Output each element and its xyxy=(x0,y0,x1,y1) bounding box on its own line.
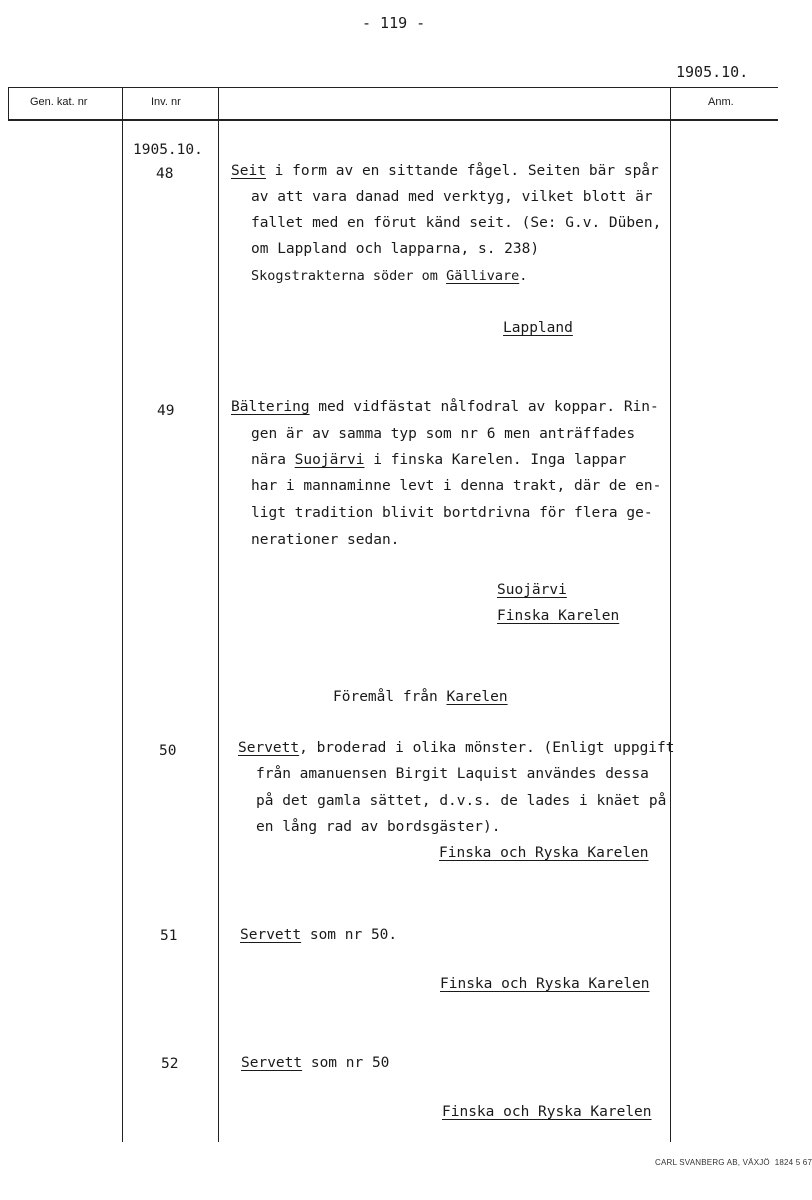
col-divider-2 xyxy=(218,87,219,1142)
col-header-inv-nr: Inv. nr xyxy=(151,96,181,108)
entry-48-line-1-text: i form av en sittande fågel. Seiten bär spår xyxy=(265,163,659,179)
printer-footer: CARL SVANBERG AB, VÄXJÖ 1824 5 67 xyxy=(655,1158,812,1167)
entry-50-line-2: från amanuensen Birgit Laquist användes dessa xyxy=(256,766,649,782)
page-number: - 119 - xyxy=(362,14,426,32)
entry-48-place-inline: Gällivare xyxy=(446,268,520,284)
entry-51-line-1-text: som nr 50. xyxy=(301,927,398,943)
inv-number-49: 49 xyxy=(157,403,175,419)
entry-48-line-4: om Lappland och lapparna, s. 238) xyxy=(251,241,540,257)
table-left-rule xyxy=(8,87,9,120)
entry-52-keyword: Servett xyxy=(241,1055,303,1071)
entry-49-line-3-start: nära xyxy=(251,452,295,468)
entry-49-keyword: Bältering xyxy=(231,399,310,415)
entry-48-line-5-text: Skogstrakterna söder om xyxy=(251,268,447,284)
entry-49-line-3-end: i finska Karelen. Inga lappar xyxy=(364,452,627,468)
section-heading-place: Karelen xyxy=(446,689,508,705)
col-header-gen-kat-nr: Gen. kat. nr xyxy=(30,96,88,108)
entry-50-place: Finska och Ryska Karelen xyxy=(439,845,649,861)
entry-52-place: Finska och Ryska Karelen xyxy=(442,1104,652,1120)
entry-49-line-1 xyxy=(231,399,659,415)
entry-48-line-5-end: . xyxy=(519,268,528,284)
entry-49-line-6: nerationer sedan. xyxy=(251,532,400,548)
entry-50-line-1 xyxy=(238,740,675,756)
col-divider-3 xyxy=(670,87,671,1142)
entry-50-line-3: på det gamla sättet, d.v.s. de lades i knäet på xyxy=(256,793,667,809)
entry-48-line-1 xyxy=(231,163,659,179)
inv-number-51: 51 xyxy=(160,928,178,944)
entry-48-line-3: fallet med en förut känd seit. (Se: G.v. Düben, xyxy=(251,215,662,231)
inv-number-50: 50 xyxy=(159,743,177,759)
inv-number-52: 52 xyxy=(161,1056,179,1072)
entry-49-line-2: gen är av samma typ som nr 6 men anträffades xyxy=(251,426,636,442)
col-header-anm: Anm. xyxy=(708,96,734,108)
entry-49-place-inline: Suojärvi xyxy=(294,452,365,468)
header-date: 1905.10. xyxy=(676,63,749,81)
entry-52-line-1-text: som nr 50 xyxy=(302,1055,390,1071)
table-top-rule xyxy=(8,87,778,88)
entry-52-line-1 xyxy=(241,1055,389,1071)
entry-48-line-2: av att vara danad med verktyg, vilket blott är xyxy=(251,189,653,205)
entry-49-line-3 xyxy=(251,452,626,468)
entry-51-place: Finska och Ryska Karelen xyxy=(440,976,650,992)
inv-number-48: 48 xyxy=(156,166,174,182)
entry-49-line-5: ligt tradition blivit bortdrivna för flera ge- xyxy=(251,505,653,521)
table-header-rule xyxy=(8,119,778,121)
section-heading xyxy=(333,689,508,705)
entry-50-keyword: Servett xyxy=(238,740,300,756)
entry-49-line-4: har i mannaminne levt i denna trakt, där de en- xyxy=(251,478,662,494)
entry-49-line-1-text: med vidfästat nålfodral av koppar. Rin- xyxy=(309,399,659,415)
entry-50-line-4: en lång rad av bordsgäster). xyxy=(256,819,501,835)
entry-51-keyword: Servett xyxy=(240,927,302,943)
entry-48-line-5 xyxy=(251,268,527,284)
section-date: 1905.10. xyxy=(133,142,203,158)
entry-51-line-1 xyxy=(240,927,397,943)
entry-49-place-1: Suojärvi xyxy=(497,582,567,598)
col-divider-1 xyxy=(122,87,123,1142)
entry-49-place-2: Finska Karelen xyxy=(497,608,620,624)
section-heading-prefix: Föremål från xyxy=(333,689,447,705)
entry-50-line-1-text: , broderad i olika mönster. (Enligt uppgift xyxy=(299,740,675,756)
entry-48-place: Lappland xyxy=(503,320,573,336)
entry-48-keyword: Seit xyxy=(231,163,266,179)
